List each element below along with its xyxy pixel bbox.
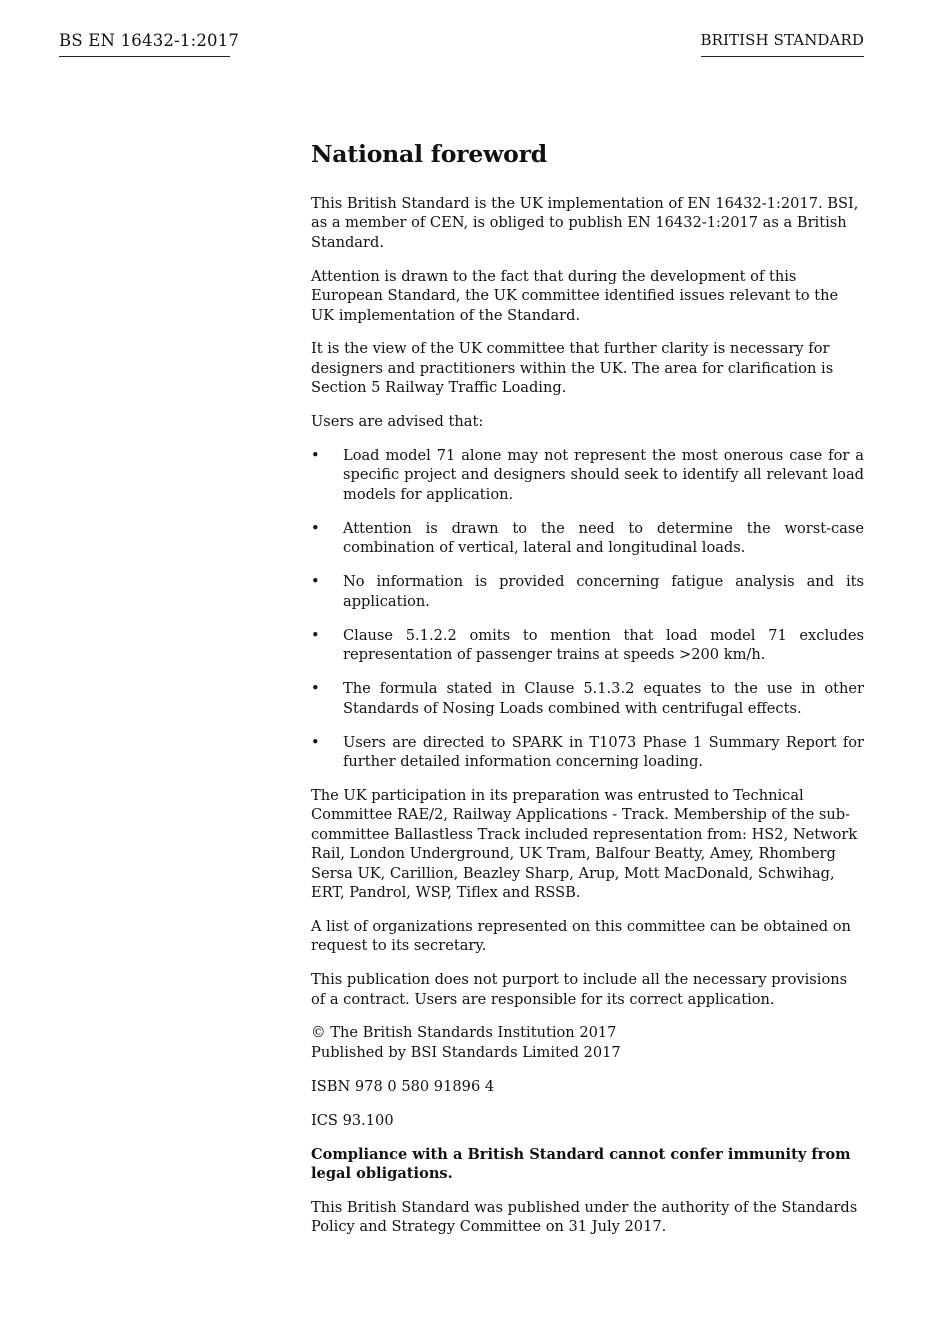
list-item-text: Attention is drawn to the need to determine the worst-case combination of vertical, lateral and longitudinal loads.	[343, 519, 864, 557]
list-item-text: The formula stated in Clause 5.1.3.2 equates to the use in other Standards of Nosing Loads combined with centrifugal effects.	[343, 680, 864, 717]
standard-type-label: BRITISH STANDARD	[701, 31, 865, 57]
list-item	[311, 733, 864, 772]
publisher-line: Published by BSI Standards Limited 2017	[311, 1043, 621, 1061]
list-item	[311, 519, 864, 558]
copyright-block	[311, 1023, 864, 1062]
list-item-text: Clause 5.1.2.2 omits to mention that load model 71 excludes representation of passenger trains at speeds >200 km/h.	[343, 626, 864, 664]
list-item-text: No information is provided concerning fatigue analysis and its application.	[343, 573, 864, 610]
list-item	[311, 446, 864, 504]
list-item	[311, 572, 864, 611]
copyright-line: © The British Standards Institution 2017	[311, 1024, 617, 1042]
bullet-icon: •	[311, 626, 320, 644]
attention-paragraph: Attention is drawn to the fact that during the development of this European Standard, the UK committee identified issues relevant to the UK implementation of the Standard.	[311, 267, 839, 324]
participation-paragraph: The UK participation in its preparation was entrusted to Technical Committee RAE/2, Railway Applications - Track. Membership of the sub-committee Ballastless Track included representation from: HS2, Network Rail, London Underground, UK Tram, Balfour Beatty, Amey, Rhomberg Sersa UK, Carillion, Beazley Sharp, Arup, Mott MacDonald, Schwihag, ERT, Pandrol, WSP, Tiflex and RSSB.	[311, 786, 858, 901]
list-item-text: Users are directed to SPARK in T1073 Phase 1 Summary Report for further detailed information concerning loading.	[343, 733, 864, 770]
bullet-icon: •	[311, 733, 320, 751]
list-item	[311, 679, 864, 718]
page-title: National foreword	[311, 140, 548, 168]
list-item-text: Load model 71 alone may not represent the most onerous case for a specific project and designers should seek to identify all relevant load models for application.	[343, 447, 864, 503]
compliance-statement: Compliance with a British Standard cannot confer immunity from legal obligations.	[311, 1145, 851, 1182]
bullet-icon: •	[311, 680, 320, 698]
users-advised-paragraph: Users are advised that:	[311, 413, 484, 431]
bullet-icon: •	[311, 447, 320, 465]
committee-view-paragraph: It is the view of the UK committee that further clarity is necessary for designers and practitioners within the UK. The area for clarification is Section 5 Railway Traffic Loading.	[311, 340, 834, 397]
document-code: BS EN 16432-1:2017	[59, 31, 230, 57]
list-item	[311, 626, 864, 665]
implementation-paragraph: This British Standard is the UK implementation of EN 16432-1:2017. BSI, as a member of CEN, is obliged to publish EN 16432-1:2017 as a British Standard.	[311, 195, 859, 251]
foreword-body	[311, 139, 864, 1251]
ics-code: ICS 93.100	[311, 1111, 394, 1129]
isbn: ISBN 978 0 580 91896 4	[311, 1077, 495, 1095]
publication-note-paragraph: This publication does not purport to include all the necessary provisions of a contract. Users are responsible for its correct application.	[311, 971, 848, 1008]
bullet-icon: •	[311, 519, 320, 537]
authority-paragraph: This British Standard was published under the authority of the Standards Policy and Strategy Committee on 31 July 2017.	[311, 1198, 858, 1236]
bullet-icon: •	[311, 573, 320, 591]
organizations-paragraph: A list of organizations represented on this committee can be obtained on request to its secretary.	[311, 917, 851, 955]
advice-list	[311, 446, 864, 771]
